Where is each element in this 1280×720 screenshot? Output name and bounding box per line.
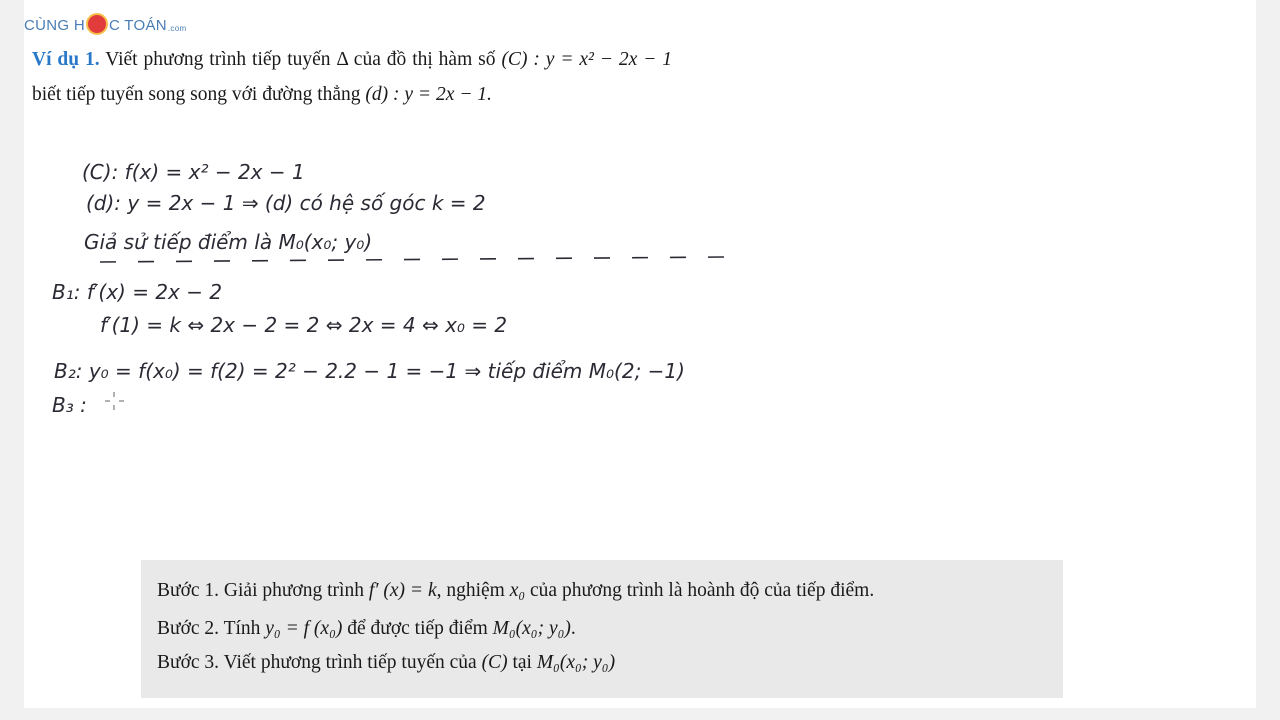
hand-step1: B₁: f′(x) = 2x − 2 [52,280,223,304]
step2-prefix: Bước 2. Tính [157,618,266,639]
step3-curve: (C) [481,652,508,673]
step2-point: M₀(x₀; y₀) [492,618,571,639]
step2-suffix: . [570,618,576,639]
step1-suffix: của phương trình là hoành độ của tiếp điểm. [525,580,875,601]
logo-suffix: .com [167,23,187,33]
hand-step1-solve: f′(1) = k ⇔ 2x − 2 = 2 ⇔ 2x = 4 ⇔ x₀ = 2 [100,313,508,337]
logo-text-start: CÙNG H [24,16,85,34]
summary-step-3 [157,652,615,674]
step3-point: M₀(x₀; y₀) [536,652,616,673]
hand-step3: B₃ : [52,393,87,417]
step2-equation: y₀ = f (x₀) [265,618,343,639]
logo-text-end: C TOÁN [108,16,167,34]
line-definition: (d) : y = 2x − 1. [365,84,492,105]
example-label: Ví dụ 1. [32,49,100,70]
problem-text-1: Viết phương trình tiếp tuyến Δ của đồ thị hàm số [99,49,496,70]
step1-mid: , nghiệm [436,580,510,601]
step1-prefix: Bước 1. Giải phương trình [157,580,369,601]
step1-variable: x₀ [509,580,526,601]
curve-definition: (C) : y = x² − 2x − 1 [501,49,673,70]
method-summary-box [141,560,1063,698]
summary-step-2 [157,618,576,640]
step1-equation: f′ (x) = k [368,580,437,601]
cursor-crosshair-icon [105,392,124,410]
step3-mid: tại [507,652,537,673]
step2-mid: để được tiếp điểm [342,618,493,639]
step3-prefix: Bước 3. Viết phương trình tiếp tuyến của [157,652,482,673]
summary-step-1 [157,580,874,602]
problem-text-2: biết tiếp tuyến song song với đường thẳng [32,84,361,105]
dashed-divider [100,257,725,262]
hand-line-curve: (C): f(x) = x² − 2x − 1 [82,160,305,184]
hand-step2: B₂: y₀ = f(x₀) = f(2) = 2² − 2.2 − 1 = −1 ⇒ tiếp điểm M₀(2; −1) [54,359,685,383]
hand-line-assume: Giả sử tiếp điểm là M₀(x₀; y₀) [84,230,373,254]
hand-line-slope: (d): y = 2x − 1 ⇒ (d) có hệ số góc k = 2 [86,191,486,215]
